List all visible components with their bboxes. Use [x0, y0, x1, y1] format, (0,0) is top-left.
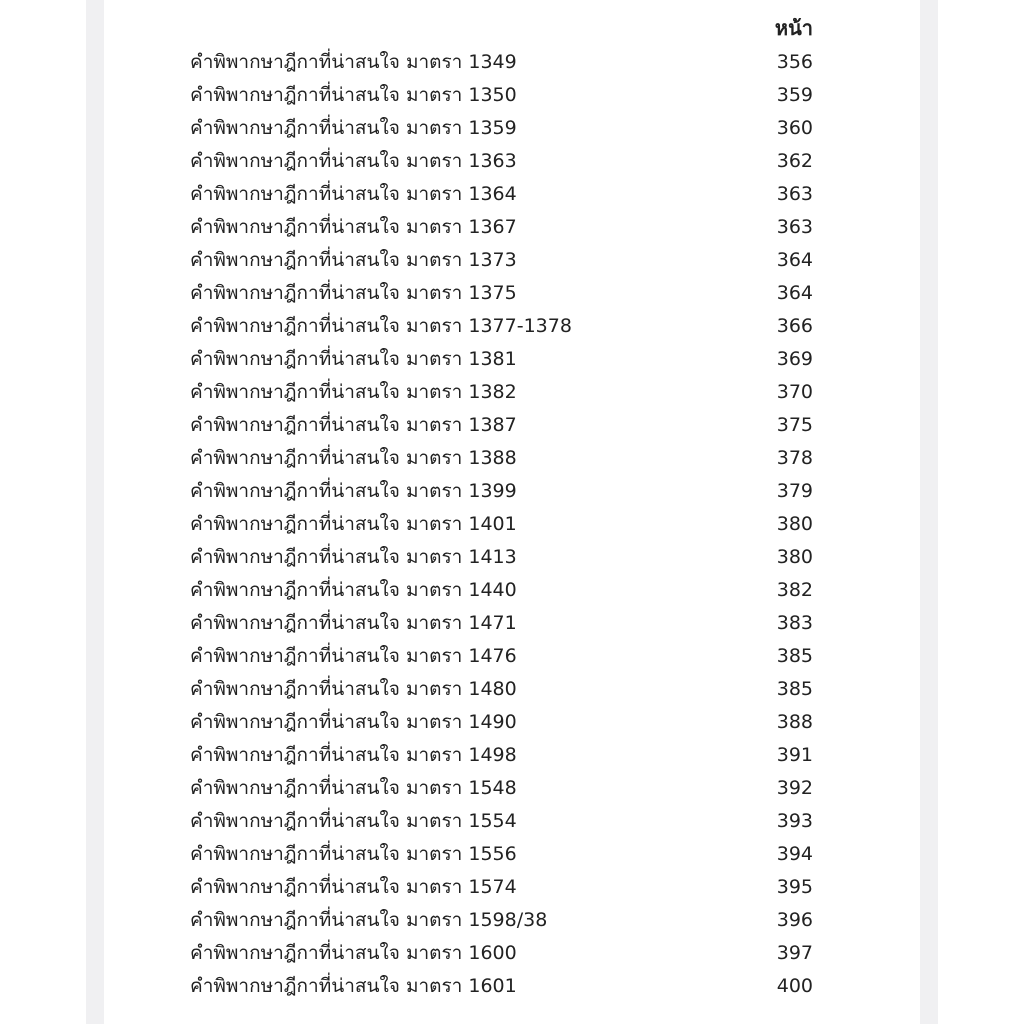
toc-entry: [190, 111, 813, 144]
toc-entry: [190, 606, 813, 639]
right-gutter: [920, 0, 938, 1024]
table-of-contents: [190, 45, 813, 1002]
toc-entry: [190, 837, 813, 870]
toc-entry-page-number: 385: [776, 677, 813, 700]
document-page: [104, 0, 920, 1024]
toc-entry: [190, 969, 813, 1002]
toc-entry-page-number: 383: [776, 611, 813, 634]
toc-entry-page-number: 364: [776, 248, 813, 271]
page-column-header: หน้า: [774, 16, 813, 40]
toc-entry-title: คำพิพากษาฎีกาที่น่าสนใจ มาตรา 1375: [190, 281, 517, 304]
toc-entry: [190, 243, 813, 276]
toc-entry-page-number: 393: [776, 809, 813, 832]
toc-entry-page-number: 379: [776, 479, 813, 502]
toc-entry-title: คำพิพากษาฎีกาที่น่าสนใจ มาตรา 1598/38: [190, 908, 548, 931]
toc-entry: [190, 738, 813, 771]
toc-entry-page-number: 380: [776, 512, 813, 535]
toc-entry: [190, 771, 813, 804]
toc-entry-title: คำพิพากษาฎีกาที่น่าสนใจ มาตรา 1381: [190, 347, 517, 370]
toc-entry-title: คำพิพากษาฎีกาที่น่าสนใจ มาตรา 1399: [190, 479, 517, 502]
toc-entry-page-number: 391: [776, 743, 813, 766]
toc-entry: [190, 903, 813, 936]
toc-entry-title: คำพิพากษาฎีกาที่น่าสนใจ มาตรา 1382: [190, 380, 517, 403]
toc-entry-page-number: 378: [776, 446, 813, 469]
toc-entry-title: คำพิพากษาฎีกาที่น่าสนใจ มาตรา 1574: [190, 875, 517, 898]
toc-entry: [190, 540, 813, 573]
toc-entry-page-number: 356: [776, 50, 813, 73]
toc-entry: [190, 375, 813, 408]
toc-entry: [190, 309, 813, 342]
toc-entry-title: คำพิพากษาฎีกาที่น่าสนใจ มาตรา 1367: [190, 215, 517, 238]
toc-entry-page-number: 369: [776, 347, 813, 370]
toc-entry-title: คำพิพากษาฎีกาที่น่าสนใจ มาตรา 1349: [190, 50, 517, 73]
toc-entry: [190, 936, 813, 969]
toc-entry-page-number: 400: [776, 974, 813, 997]
toc-entry: [190, 144, 813, 177]
left-gutter: [86, 0, 104, 1024]
toc-entry: [190, 705, 813, 738]
toc-entry-page-number: 395: [776, 875, 813, 898]
toc-entry-page-number: 363: [776, 182, 813, 205]
toc-entry: [190, 210, 813, 243]
toc-entry-title: คำพิพากษาฎีกาที่น่าสนใจ มาตรา 1388: [190, 446, 517, 469]
toc-entry-page-number: 375: [776, 413, 813, 436]
toc-entry-page-number: 397: [776, 941, 813, 964]
toc-entry: [190, 342, 813, 375]
toc-entry-title: คำพิพากษาฎีกาที่น่าสนใจ มาตรา 1498: [190, 743, 517, 766]
toc-entry-title: คำพิพากษาฎีกาที่น่าสนใจ มาตรา 1490: [190, 710, 517, 733]
toc-entry-title: คำพิพากษาฎีกาที่น่าสนใจ มาตรา 1364: [190, 182, 517, 205]
toc-entry: [190, 177, 813, 210]
toc-entry-title: คำพิพากษาฎีกาที่น่าสนใจ มาตรา 1377-1378: [190, 314, 572, 337]
toc-entry-page-number: 359: [776, 83, 813, 106]
toc-entry-page-number: 380: [776, 545, 813, 568]
toc-entry-title: คำพิพากษาฎีกาที่น่าสนใจ มาตรา 1413: [190, 545, 517, 568]
toc-entry-title: คำพิพากษาฎีกาที่น่าสนใจ มาตรา 1554: [190, 809, 517, 832]
toc-entry: [190, 78, 813, 111]
toc-entry-page-number: 385: [776, 644, 813, 667]
toc-entry-title: คำพิพากษาฎีกาที่น่าสนใจ มาตรา 1471: [190, 611, 517, 634]
toc-entry: [190, 474, 813, 507]
toc-entry: [190, 870, 813, 903]
toc-entry-page-number: 360: [776, 116, 813, 139]
toc-entry-title: คำพิพากษาฎีกาที่น่าสนใจ มาตรา 1601: [190, 974, 517, 997]
toc-entry-title: คำพิพากษาฎีกาที่น่าสนใจ มาตรา 1363: [190, 149, 517, 172]
toc-entry: [190, 441, 813, 474]
toc-entry: [190, 573, 813, 606]
toc-entry-title: คำพิพากษาฎีกาที่น่าสนใจ มาตรา 1373: [190, 248, 517, 271]
toc-entry-title: คำพิพากษาฎีกาที่น่าสนใจ มาตรา 1350: [190, 83, 517, 106]
toc-entry-page-number: 362: [776, 149, 813, 172]
toc-entry: [190, 672, 813, 705]
toc-entry-page-number: 396: [776, 908, 813, 931]
toc-entry-title: คำพิพากษาฎีกาที่น่าสนใจ มาตรา 1548: [190, 776, 517, 799]
toc-entry: [190, 804, 813, 837]
toc-entry-title: คำพิพากษาฎีกาที่น่าสนใจ มาตรา 1556: [190, 842, 517, 865]
toc-entry-page-number: 394: [776, 842, 813, 865]
toc-entry: [190, 639, 813, 672]
toc-entry-title: คำพิพากษาฎีกาที่น่าสนใจ มาตรา 1600: [190, 941, 517, 964]
toc-entry-page-number: 364: [776, 281, 813, 304]
toc-entry: [190, 507, 813, 540]
toc-entry-title: คำพิพากษาฎีกาที่น่าสนใจ มาตรา 1359: [190, 116, 517, 139]
toc-entry-page-number: 363: [776, 215, 813, 238]
toc-entry-page-number: 366: [776, 314, 813, 337]
toc-entry-title: คำพิพากษาฎีกาที่น่าสนใจ มาตรา 1387: [190, 413, 517, 436]
toc-entry: [190, 408, 813, 441]
toc-entry-title: คำพิพากษาฎีกาที่น่าสนใจ มาตรา 1401: [190, 512, 517, 535]
toc-entry-title: คำพิพากษาฎีกาที่น่าสนใจ มาตรา 1440: [190, 578, 517, 601]
toc-entry-page-number: 370: [776, 380, 813, 403]
toc-entry: [190, 45, 813, 78]
toc-entry: [190, 276, 813, 309]
toc-entry-page-number: 382: [776, 578, 813, 601]
toc-entry-title: คำพิพากษาฎีกาที่น่าสนใจ มาตรา 1480: [190, 677, 517, 700]
toc-entry-page-number: 392: [776, 776, 813, 799]
toc-entry-title: คำพิพากษาฎีกาที่น่าสนใจ มาตรา 1476: [190, 644, 517, 667]
toc-entry-page-number: 388: [776, 710, 813, 733]
